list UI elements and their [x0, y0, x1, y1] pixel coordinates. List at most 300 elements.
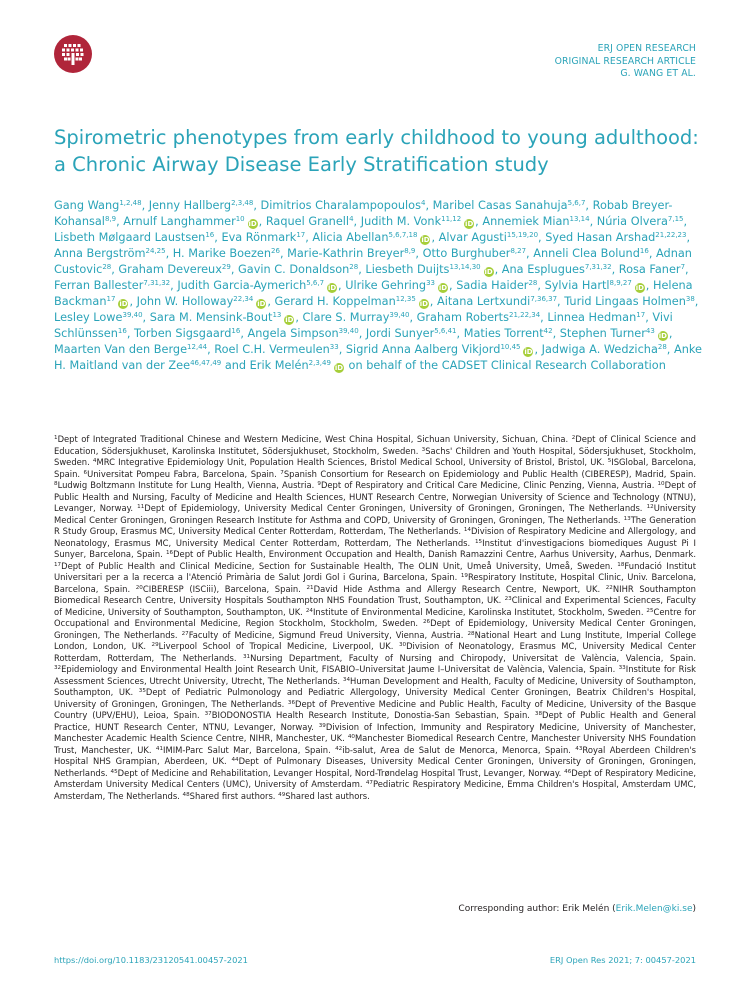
affiliation [54, 561, 613, 571]
affiliation-number: 6 [83, 469, 88, 476]
author-name: Robab Breyer-Kohansal [54, 199, 673, 228]
affiliation-text: Division of Respiratory Medicine and Allergology, and Neonatology, Erasmus MC, University Medical Center Rotterdam, Rotterdam, The Netherlands. [54, 526, 696, 548]
author [564, 295, 695, 308]
author [437, 295, 557, 308]
affiliation [152, 641, 394, 651]
author-name: Eva Rönmark [221, 231, 297, 244]
affiliation [243, 653, 696, 663]
author-name: Maties Torrent [463, 327, 544, 340]
author-affiliation-numbers: 5,6,7 [567, 199, 586, 207]
author [150, 311, 296, 324]
author-name: Anna Bergström [54, 247, 146, 260]
author [134, 327, 240, 340]
author-affiliation-numbers: 46,47,49 [190, 359, 222, 367]
author-name: Stephen Turner [559, 327, 646, 340]
affiliation-text: Institute of Environmental Medicine, Karolinska Institutet, Stockholm, Sweden. [312, 606, 644, 617]
author-affiliation-numbers: 21,22,23 [655, 231, 687, 239]
affiliation-text: Dept of Public Health and Nursing, Faculty of Medicine and Health Sciences, HUNT Research Centre, Norwegian University of Science and Technology (NTNU), Levanger, Norway. [54, 480, 696, 513]
affiliation-text: Shared first authors. [189, 790, 276, 801]
author-name: Marie-Kathrin Breyer [287, 247, 405, 260]
author [214, 343, 338, 356]
affiliation-number: 34 [342, 676, 351, 683]
affiliation-text: Pediatric Respiratory Medicine, Emma Children's Hospital, Amsterdam UMC, Amsterdam, The Netherlands. [54, 779, 696, 801]
author-affiliation-numbers: 7,31,32 [584, 263, 612, 271]
affiliation [111, 768, 562, 778]
author-name: Ulrike Gehring [345, 279, 427, 292]
author [619, 263, 685, 276]
author-affiliation-numbers: 13,14,30 [449, 263, 481, 271]
affiliation-number: 20 [135, 584, 143, 591]
author-name: Jadwiga A. Wedzicha [541, 343, 658, 356]
affiliation-number: 28 [467, 630, 475, 637]
orcid-icon[interactable]: iD [524, 348, 533, 356]
author-affiliation-numbers: 10 [235, 215, 245, 223]
affiliation-number: 33 [618, 665, 626, 671]
affiliation-text: Dept of Medicine and Rehabilitation, Levanger Hospital, Nord-Trøndelag Hospital Trust, Levanger, Norway. [117, 767, 562, 778]
author [547, 311, 645, 324]
author [177, 279, 338, 292]
author-name: Dimitrios Charalampopoulos [260, 199, 421, 212]
author-name: Graham Roberts [416, 311, 509, 324]
article-title: Spirometric phenotypes from early childhood to young adulthood: a Chronic Airway Disease Early Stratification study [54, 126, 699, 176]
affiliation-number: 31 [242, 653, 251, 660]
affiliation-number: 12 [646, 504, 654, 510]
affiliation [280, 469, 696, 479]
affiliation-number: 49 [278, 791, 286, 798]
author [149, 199, 254, 212]
author-name: Turid Lingaas Holmen [564, 295, 686, 308]
affiliation-text: Clinical and Experimental Sciences, Faculty of Medicine, University of Southampton, Southampton, UK. [54, 595, 697, 617]
author [118, 263, 230, 276]
author-name: Raquel Granell [265, 215, 350, 228]
author-name: Sadia Haider [456, 279, 529, 292]
author-affiliation-numbers: 17 [106, 295, 116, 303]
affiliation-number: 36 [287, 699, 296, 706]
author-affiliation-numbers: 42 [543, 327, 553, 335]
author-affiliation-numbers: 8,27 [510, 247, 527, 255]
author-affiliation-numbers: 8,9 [404, 247, 416, 255]
author-name: Anneli Clea Bolund [533, 247, 640, 260]
affiliation-text: National Heart and Lung Institute, Imperial College London, London, UK. [54, 629, 697, 651]
orcid-icon[interactable]: iD [285, 316, 294, 324]
affiliation [183, 791, 276, 801]
affiliation-number: 11 [137, 504, 145, 510]
author [542, 343, 667, 356]
orcid-icon[interactable]: iD [465, 220, 474, 228]
author-affiliation-numbers: 16 [639, 247, 649, 255]
affiliation-text: Dept of Pulmonary Diseases, University Medical Center Groningen, University of Groningen, Groningen, Netherlands. [54, 756, 696, 778]
author-affiliation-numbers: 13 [272, 311, 282, 319]
affiliation-text: Dept of Preventive Medicine and Public Health, Faculty of Medicine, University of the Basque Country (UPV/EHU), Leioa, Spain. [54, 698, 696, 720]
author [345, 279, 449, 292]
author-affiliation-numbers: 39,40 [122, 311, 143, 319]
affiliation-text: Respiratory Institute, Hospital Clinic, Univ. Barcelona, Barcelona, Spain. [54, 572, 696, 594]
author-affiliation-numbers: 39,40 [389, 311, 410, 319]
author [439, 231, 538, 244]
affiliation-text: Division of Neonatology, Erasmus MC, University Medical Center Rotterdam, Rotterdam, The Netherlands. [54, 641, 697, 663]
affiliation [136, 584, 301, 594]
author-affiliation-numbers: 5,6,7 [306, 279, 325, 287]
affiliation [182, 630, 464, 640]
affiliation-text: Dept of Epidemiology, University Medical Center Groningen, Groningen, The Netherlands. [54, 618, 696, 640]
affiliation-number: 42 [335, 745, 343, 752]
author-affiliation-numbers: 10,45 [500, 343, 521, 351]
affiliation-number: 29 [151, 642, 159, 648]
author-affiliation-numbers: 13,14 [569, 215, 590, 223]
author [238, 263, 358, 276]
author-affiliation-numbers: 8,9 [104, 215, 117, 223]
author-affiliation-numbers: 29 [221, 263, 231, 271]
author-name: Syed Hasan Arshad [545, 231, 656, 244]
author-affiliation-numbers: 1,2,48 [119, 199, 142, 207]
affiliation-number: 23 [504, 596, 512, 602]
author-affiliation-numbers: 12,35 [395, 295, 416, 303]
journal-name: ERJ OPEN RESEARCH [597, 43, 696, 54]
corresponding-email-link[interactable]: Erik.Melen@ki.se [615, 904, 693, 914]
author-affiliation-numbers: 2,3,49 [308, 359, 331, 367]
affiliation [306, 607, 644, 617]
affiliation-text: Human Development and Health, Faculty of Medicine, University of Southampton, Southampton, UK. [54, 675, 696, 697]
author [361, 215, 475, 228]
author-affiliation-numbers: 24,25 [145, 247, 166, 255]
affiliation-text: Epidemiology and Environmental Health Joint Research Unit, FISABIO–Universitat Jaume I–Universitat de València, Valencia, Spain. [61, 664, 616, 674]
affiliation-number: 47 [365, 780, 373, 786]
affiliation-text: Dept of Public Health and General Practice, HUNT Research Center, NTNU, Levanger, Norway. [54, 710, 696, 732]
author-affiliation-numbers: 12,44 [187, 343, 208, 351]
author [173, 247, 280, 260]
affiliation-text: NIHR Southampton Biomedical Research Centre, University Hospitals Southampton NHS Foundation Trust, Southampton, UK. [54, 583, 696, 605]
author-affiliation-numbers: 5,6,41 [434, 327, 457, 335]
affiliation-number: 5 [607, 458, 612, 464]
affiliation [156, 745, 331, 755]
author-affiliation-numbers: 43 [645, 327, 655, 335]
author-name: Alvar Agusti [438, 231, 507, 244]
affiliation-text: Dept of Public Health, Environment Occupation and Health, Danish Ramazzini Centre, Aarhus University, Aarhus, Denmark. [173, 549, 697, 559]
author-name: Rosa Faner [618, 263, 681, 276]
author [482, 215, 589, 228]
affiliation-text: Nursing Department, Faculty of Nursing and Chiropody, Universitat de València, Valencia, Spain. [250, 652, 696, 663]
affiliation-number: 13 [623, 515, 631, 522]
author [456, 279, 537, 292]
author-name: Sigrid Anna Aalberg Vikjord [345, 343, 501, 356]
author [221, 231, 305, 244]
author-affiliation-numbers: 17 [636, 311, 646, 319]
author-affiliation-numbers: 8,9,27 [609, 279, 632, 287]
corresponding-label: Corresponding author: Erik Melén ( [458, 904, 616, 914]
author-name: Roel C.H. Vermeulen [214, 343, 330, 356]
author [275, 295, 430, 308]
author-name: Angela Simpson [247, 327, 339, 340]
affiliation-text: Dept of Respiratory and Critical Care Medicine, Clinic Penzing, Vienna, Austria. [320, 480, 655, 490]
author-affiliation-numbers: 11,12 [441, 215, 462, 223]
affiliation-number: 26 [423, 619, 431, 625]
affiliation-number: 44 [231, 757, 239, 763]
author-group-suffix: on behalf of the CADSET Clinical Research Collaboration [344, 359, 666, 372]
author-name: Gavin C. Donaldson [238, 263, 350, 276]
affiliation-number: 27 [181, 630, 189, 637]
author [137, 295, 268, 308]
affiliation-text: Dept of Clinical Science and Education, Södersjukhuset, Karolinska Institutet, Södersjukhuset, Stockholm, Sweden. [54, 434, 696, 456]
author [54, 311, 143, 324]
affiliation-text: Centre for Occupational and Environmental Medicine, Region Stockholm, Stockholm, Sweden. [54, 606, 696, 628]
author-affiliation-numbers: 22,34 [233, 295, 254, 303]
author-name: Ferran Ballester [54, 279, 144, 292]
author-name: Otto Burghuber [422, 247, 511, 260]
affiliation-text: Faculty of Medicine, Sigmund Freud University, Vienna, Austria. [188, 629, 464, 640]
corresponding-close: ) [692, 904, 696, 914]
affiliation-text: Liverpool School of Tropical Medicine, Liverpool, UK. [158, 641, 394, 651]
affiliation-text: MRC Integrative Epidemiology Unit, Population Health Sciences, Bristol Medical School, University of Bristol, Bristol, UK. [96, 457, 605, 467]
affiliation [335, 745, 571, 755]
author-name: Jenny Hallberg [148, 199, 232, 212]
author [54, 343, 207, 356]
author-name: Clare S. Murray [302, 311, 390, 324]
author-affiliation-numbers: 7,36,37 [530, 295, 558, 303]
doi-link[interactable]: https://doi.org/10.1183/23120541.00457-2021 [54, 955, 248, 965]
author-name: Alicia Abellan [312, 231, 389, 244]
affiliation-text: Manchester Biomedical Research Centre, Manchester University NHS Foundation Trust, Manchester, UK. [54, 733, 696, 755]
author-name: Torben Sigsgaard [134, 327, 232, 340]
affiliation-number: 43 [575, 745, 583, 752]
affiliation-text: Dept of Public Health and Clinical Medicine, Section for Sustainable Health, The OLIN Unit, Umeå University, Umeå, Sweden. [61, 560, 613, 571]
affiliation [278, 791, 370, 801]
affiliation-number: 22 [605, 584, 613, 591]
affiliation-text: Sachs' Children and Youth Hospital, Södersjukhuset, Stockholm, Sweden. [54, 445, 696, 467]
affiliation-number: 7 [280, 469, 284, 476]
author [250, 359, 666, 372]
orcid-icon[interactable]: iD [484, 268, 493, 276]
affiliation-number: 2 [571, 435, 576, 441]
author-name: Ana Esplugues [501, 263, 585, 276]
author [423, 247, 526, 260]
orcid-icon[interactable]: iD [257, 300, 266, 308]
author-name: Gang Wang [54, 199, 120, 212]
author-affiliation-numbers: 39,40 [338, 327, 359, 335]
author [597, 215, 684, 228]
affiliation [205, 710, 530, 720]
author-affiliation-numbers: 33 [329, 343, 339, 351]
author [545, 231, 686, 244]
orcid-icon[interactable]: iD [438, 284, 448, 292]
author-name: Graham Devereux [118, 263, 222, 276]
affiliation-number: 18 [617, 561, 625, 568]
author-affiliation-numbers: 21,22,34 [508, 311, 541, 319]
affiliation-list [54, 434, 696, 802]
author-affiliation-numbers: 7,15 [667, 215, 684, 223]
author [54, 231, 214, 244]
author [248, 327, 359, 340]
affiliation-text: Division of Infection, Immunity and Respiratory Medicine, University of Manchester, Manchester Academic Health Science Centre, NIHR, Manchester, UK. [54, 721, 696, 743]
affiliation-number: 30 [398, 642, 407, 648]
author-name: Erik Melén [249, 359, 309, 372]
author-affiliation-numbers: 2,3,48 [231, 199, 254, 207]
author [266, 215, 354, 228]
orcid-icon[interactable]: iD [334, 364, 344, 372]
author-list: Gang Wang$^{1,2,48}$, Jenny Hallberg$^{2,3,48}$, Dimitrios Charalampopoulos$^4$, Maribel Casas Sanahuja$^{5,6,7}$, Robab Breyer-Kohansal$^{8,9}$, Arnulf Langhammer$^{10}$iD , Raquel Granell$^4$, Judith M. Vonk$^{11,12}$iD , Annemiek Mian$^{13,14}$, Núria Olvera$^{7,15}$, Lisbeth Mølgaard Laustsen$^{16}$, Eva Rönmark$^{17}$, Alicia Abellan$^{5,6,7,18}$iD , Alvar Agusti$^{15,19,20}$, Syed Hasan Arshad$^{21,22,23}$, Anna Bergström$^{24,25}$, H. Marike Boezen$^{26}$, Marie-Kathrin Breyer$^{8,9}$, Otto Burghuber$^{8,27}$, Anneli Clea Bolund$^{16}$, Adnan Custovic$^{28}$, Graham Devereux$^{29}$, Gavin C. Donaldson$^{28}$, Liesbeth Duijts$^{13,14,30}$iD , Ana Esplugues$^{7,31,32}$, Rosa Faner$^7$, Ferran Ballester$^{7,31,32}$, Judith Garcia-Aymerich$^{5,6,7}$iD , Ulrike Gehring$^{33}$iD , Sadia Haider$^{28}$, Sylvia Hartl$^{8,9,27}$iD , Helena Backman$^{17}$iD , John W. Holloway$^{22,34}$iD , Gerard H. Koppelman$^{12,35}$iD , Aitana Lertxundi$^{7,36,37}$, Turid Lingaas Holmen$^{38}$, Lesley Lowe$^{39,40}$, Sara M. Mensink-Bout$^{13}$iD , Clare S. Murray$^{39,40}$, Graham Roberts$^{21,22,34}$, Linnea Hedman$^{17}$, Vivi Schlünssen$^{16}$, Torben Sigsgaard$^{16}$, Angela Simpson$^{39,40}$, Jordi Sunyer$^{5,6,41}$, Maties Torrent$^{42}$, Stephen Turner$^{43}$iD , Maarten Van den Berge$^{12,44}$, Roel C.H. Vermeulen$^{33}$, Sigrid Anna Aalberg Vikjord$^{10,45}$iD , Jadwiga A. Wedzicha$^{28}$, Anke H. Maitland van der Zee$^{46,47,49}$ and Erik Melén$^{2,3,49}$iD on behalf of the CADSET Clinical Research Collaboration [54, 199, 702, 372]
affiliation-number: 8 [54, 481, 58, 487]
author [366, 327, 457, 340]
affiliation-number: 21 [306, 584, 314, 591]
author [261, 199, 426, 212]
affiliation [93, 457, 605, 467]
author-name: Judith M. Vonk [360, 215, 442, 228]
affiliation-number: 10 [657, 481, 665, 487]
author-affiliation-numbers: 16 [231, 327, 241, 335]
article-type: ORIGINAL RESEARCH ARTICLE [554, 55, 696, 67]
author-name: Maarten Van den Berge [54, 343, 188, 356]
author-affiliation-numbers: 4 [349, 215, 354, 223]
affiliation-number: 25 [646, 607, 654, 614]
short-authors: G. WANG ET AL. [620, 68, 696, 79]
author-affiliation-numbers: 28 [657, 343, 667, 351]
affiliation-number: 48 [182, 791, 190, 798]
affiliation-number: 19 [460, 573, 468, 579]
author [312, 231, 431, 244]
affiliation-number: 37 [204, 711, 212, 717]
orcid-icon[interactable]: iD [419, 300, 428, 308]
author-affiliation-numbers: 28 [349, 263, 359, 271]
author-name: John W. Holloway [136, 295, 234, 308]
author-name: Lesley Lowe [54, 311, 123, 324]
author-affiliation-numbers: 16 [117, 327, 127, 335]
affiliation [307, 584, 601, 594]
affiliation-text: IMIM-Parc Salut Mar, Barcelona, Spain. [163, 744, 331, 755]
author-affiliation-numbers: 26 [271, 247, 280, 255]
author-name: Sara M. Mensink-Bout [149, 311, 273, 324]
affiliation [84, 469, 277, 479]
corresponding-author [458, 904, 696, 914]
affiliation-number: 41 [155, 745, 164, 752]
author-affiliation-numbers: 7,31,32 [143, 279, 171, 287]
affiliation-text: CIBERESP (ISCiii), Barcelona, Spain. [142, 583, 301, 594]
author-name: Annemiek Mian [482, 215, 570, 228]
author-name: Anke H. Maitland van der Zee [54, 343, 702, 372]
affiliation-text: Royal Aberdeen Children's Hospital NHS Grampian, Aberdeen, UK. [54, 744, 696, 766]
affiliation-text: Spanish Consortium for Research on Epidemiology and Public Health (CIBERESP), Madrid, Spain. [283, 468, 697, 479]
affiliation-number: 24 [305, 607, 313, 614]
author [545, 279, 646, 292]
author-affiliation-numbers: 17 [296, 231, 306, 239]
orcid-icon[interactable]: iD [248, 220, 257, 228]
affiliation-text: Dept of Integrated Traditional Chinese and Western Medicine, West China Hospital, Sichuan University, Sichuan, China. [57, 434, 569, 444]
affiliation-text: University Medical Center Groningen, Groningen Research Institute for Asthma and COPD, University of Groningen, Groningen, The Netherlands. [54, 503, 696, 525]
affiliation-number: 38 [534, 711, 543, 717]
affiliation [137, 503, 642, 513]
author-name: Vivi Schlünssen [54, 311, 673, 340]
orcid-icon[interactable]: iD [421, 236, 430, 244]
author [502, 263, 612, 276]
affiliation-number: 3 [421, 446, 426, 453]
author [346, 343, 535, 356]
author-name: Jordi Sunyer [365, 327, 435, 340]
affiliation-number: 32 [54, 665, 62, 671]
affiliation-text: Shared last authors. [285, 790, 370, 801]
affiliation-number: 9 [317, 481, 321, 487]
affiliation-number: 46 [564, 768, 572, 775]
author-name: Arnulf Langhammer [123, 215, 236, 228]
citation: ERJ Open Res 2021; 7: 00457-2021 [549, 955, 696, 965]
author-name: Aitana Lertxundi [436, 295, 531, 308]
author-affiliation-numbers: 15,19,20 [506, 231, 539, 239]
author-name: Sylvia Hartl [544, 279, 610, 292]
orcid-icon[interactable]: iD [658, 332, 667, 340]
author [433, 199, 586, 212]
erj-logo-icon [53, 34, 93, 74]
author [287, 247, 415, 260]
affiliation-number: 45 [110, 768, 118, 775]
author [533, 247, 649, 260]
affiliation-text: ib-salut, Area de Salut de Menorca, Menorca, Spain. [342, 744, 571, 755]
author-affiliation-numbers: 16 [205, 231, 215, 239]
author-affiliation-numbers: 33 [426, 279, 436, 287]
author-affiliation-numbers: 28 [102, 263, 112, 271]
orcid-icon[interactable]: iD [635, 284, 644, 292]
author-affiliation-numbers: 5,6,7,18 [388, 231, 418, 239]
author-affiliation-numbers: 38 [685, 295, 695, 303]
author [303, 311, 410, 324]
affiliation-text: Dept of Pediatric Pulmonology and Pediatric Allergology, University Medical Center Groningen, Beatrix Children's Hospital, University of Groningen, Groningen, The Netherlands. [54, 687, 696, 709]
affiliation-number: 16 [165, 550, 174, 556]
author-name: Helena Backman [54, 279, 693, 308]
author-affiliation-numbers: 4 [420, 199, 426, 207]
affiliation [166, 549, 696, 559]
author [464, 327, 553, 340]
orcid-icon[interactable]: iD [327, 284, 337, 292]
affiliation-text: Fundació Institut Universitari per a la recerca a l'Atenció Primària de Salut Jordi Gol i Gurina, Barcelona, Spain. [54, 560, 696, 582]
affiliation [54, 434, 568, 444]
affiliation-text: Dept of Epidemiology, University Medical Center Groningen, University of Groningen, Groningen, The Netherlands. [144, 503, 643, 513]
affiliation [54, 664, 615, 674]
affiliation [54, 480, 314, 490]
author-name: Linnea Hedman [547, 311, 637, 324]
affiliation-text: Institute for Risk Assessment Sciences, Utrecht University, Utrecht, The Netherlands. [54, 664, 696, 686]
affiliation-text: BIODONOSTIA Health Research Institute, Donostia-San Sebastian, Spain. [211, 710, 530, 720]
affiliation-number: 15 [474, 538, 483, 545]
author [54, 247, 166, 260]
affiliation-text: ISGlobal, Barcelona, Spain. [54, 457, 697, 479]
affiliation-text: Ludwig Boltzmann Institute for Lung Health, Vienna, Austria. [57, 480, 315, 490]
affiliation-text: Institut d'investigacions biomediques August Pi I Sunyer, Barcelona, Spain. [54, 537, 696, 559]
author-affiliation-numbers: 7 [680, 263, 686, 271]
affiliation-text: David Hide Asthma and Allergy Research Centre, Newport, UK. [313, 583, 601, 594]
author [560, 327, 669, 340]
author [365, 263, 494, 276]
author-name: Gerard H. Koppelman [274, 295, 396, 308]
affiliation [317, 480, 654, 490]
affiliation-number: 4 [92, 458, 97, 464]
affiliation-number: 39 [318, 722, 326, 729]
affiliation-text: Dept of Respiratory Medicine, Amsterdam University Medical Centers (UMC), University of Amsterdam. [54, 767, 696, 789]
author-name: Maribel Casas Sanahuja [432, 199, 568, 212]
author-name: Adnan Custovic [54, 247, 692, 276]
affiliation-number: 35 [138, 688, 146, 694]
author [54, 279, 170, 292]
orcid-icon[interactable]: iD [119, 300, 128, 308]
author-name: H. Marike Boezen [172, 247, 272, 260]
journal-header [555, 43, 696, 81]
author-name: Judith Garcia-Aymerich [177, 279, 307, 292]
author [54, 199, 142, 212]
author-name: Núria Olvera [596, 215, 668, 228]
author [417, 311, 541, 324]
affiliation-text: Universitat Pompeu Fabra, Barcelona, Spain. [87, 468, 277, 479]
author-affiliation-numbers: 28 [528, 279, 538, 287]
author-name: Liesbeth Duijts [365, 263, 450, 276]
affiliation-number: 40 [347, 734, 355, 740]
affiliation-text: The Generation R Study Group, Erasmus MC, University Medical Center Rotterdam, Rotterdam, The Netherlands. [54, 514, 697, 536]
author-name: Lisbeth Mølgaard Laustsen [54, 231, 206, 244]
affiliation-number: 1 [54, 435, 58, 441]
